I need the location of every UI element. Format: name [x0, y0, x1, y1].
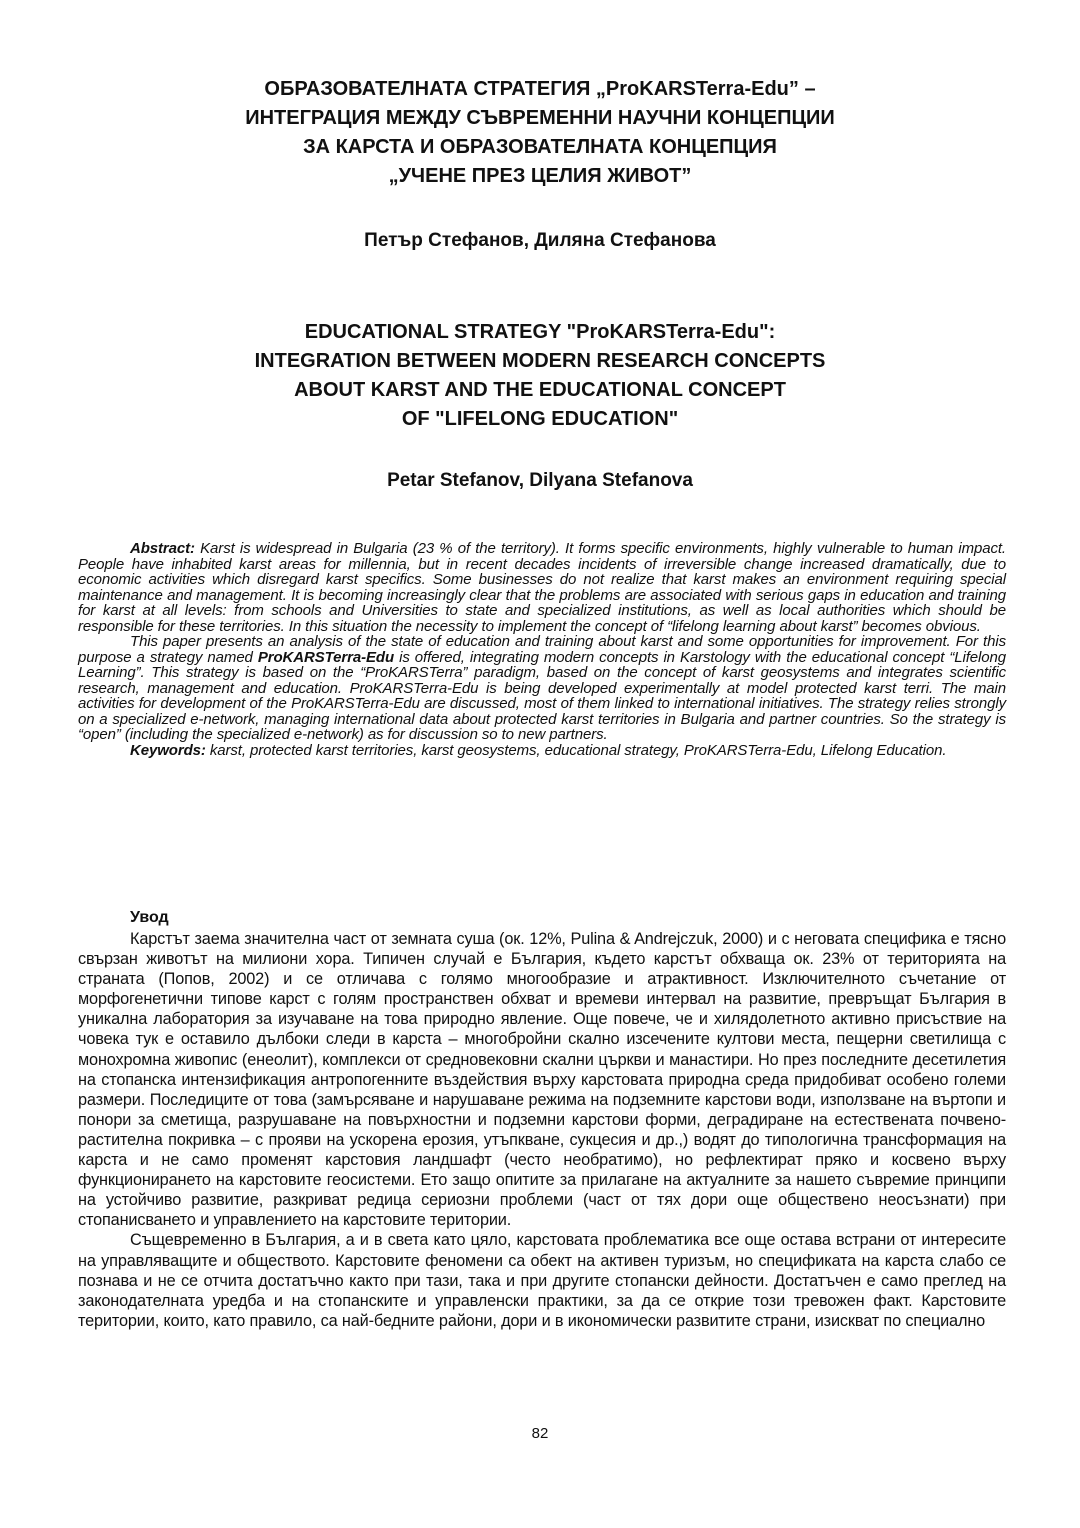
- abstract: [78, 541, 1006, 758]
- keywords-label: Keywords:: [130, 741, 206, 759]
- abstract-text: is offered, integrating modern concepts in Karstology with the educational concept “Lifelong Learning”. This strategy is based on the “ProKARSTerra” paradigm, based on the concept of karst geosystems and integrates scientific research, management and education. ProKARSTerra-Edu is being developed experimentally at model protected karst terri. The main activities for development of the ProKARSTerra-Edu are discussed, most of them linked to international initiatives. The strategy relies strongly on a specialized e-network, managing international data about protected karst territories in Bulgaria and partner countries. So the strategy is “open” (including the specialized e-network) as for discussion so to new partners.: [78, 648, 1006, 743]
- english-title-line: EDUCATIONAL STRATEGY "ProKARSTerra-Edu":: [304, 321, 776, 343]
- introduction-body: [78, 929, 1006, 1331]
- abstract-paragraph: [78, 634, 1006, 743]
- keywords-text: karst, protected karst territories, karst geosystems, educational strategy, ProKARSTerra-Edu, Lifelong Education.: [205, 741, 947, 759]
- body-paragraph: Карстът заема значителна част от земната суша (ок. 12%, Pulina & Andrejczuk, 2000) и с неговата специфика е тясно свързан животът на милиони хора. Типичен случай е България, където карстът обхваща ок. 23% от територията на страната (Попов, 2002) и се отличава с голямо многообразие и атрактивност. Изключителното съчетание от морфогенетични типове карст с голям пространствен обхват и времеви интервал на развитие, превръщат България в уникална лаборатория за изучаване на това природно явление. Още повече, че и хилядолетното активно присъствие на човека тук е оставило дълбоки следи в карста – многобройни скално изсечените култови места, пещерни светилища с монохромна живопис (енеолит), комплекси от средновековни скални църкви и манастири. Но през последните десетилетия на стопанска интензификация антропогенните въздействия върху карстовата природна среда придобиват особено големи размери. Последиците от това (замърсяване и нарушаване режима на подземните карстови води, използване на въртопи и понори за сметища, разрушаване на повърхностни и подземни карстови форми, деградиране на естествената почвено-растителна покривка – с прояви на ускорена ерозия, утъпкване, сукцесия и др.,) водят до типологична трансформация на карста и не само променят карстовия ландшафт (често необратимо), но рефлектират пряко и косвено върху функционирането на карстовите геосистеми. Ето защо опитите за прилагане на актуалните за нашето съвремие принципи на устойчиво развитие, разкриват редица сериозни проблеми (част от тях дори още обществено неосъзнати) при стопанисването и управлението на карстовите територии.: [78, 930, 1006, 1230]
- bulgarian-title-line: ИНТЕГРАЦИЯ МЕЖДУ СЪВРЕМЕННИ НАУЧНИ КОНЦЕПЦИИ: [245, 107, 835, 129]
- page-number: 82: [531, 1425, 549, 1442]
- english-title-line: ABOUT KARST AND THE EDUCATIONAL CONCEPT: [294, 379, 786, 401]
- section-heading: Увод: [130, 909, 169, 926]
- bulgarian-title-line: „УЧЕНЕ ПРЕЗ ЦЕЛИЯ ЖИВОТ”: [388, 165, 692, 187]
- strategy-name: ProKARSTerra-Edu: [257, 648, 395, 666]
- abstract-paragraph: [78, 541, 1006, 634]
- english-authors: Petar Stefanov, Dilyana Stefanova: [387, 470, 693, 491]
- abstract-label: Abstract:: [130, 540, 195, 557]
- english-title-line: OF "LIFELONG EDUCATION": [401, 408, 679, 430]
- bulgarian-title-line: ЗА КАРСТА И ОБРАЗОВАТЕЛНАТА КОНЦЕПЦИЯ: [303, 136, 777, 158]
- bulgarian-title: [0, 75, 1080, 191]
- abstract-text: Karst is widespread in Bulgaria (23 % of the territory). It forms specific environments, highly vulnerable to human impact. People have inhabited karst areas for millennia, but in recent decades incidents of irreversible change increased dramatically, due to economic activities which disregard karst specifics. Some businesses do not realize that karst makes an environment requiring special maintenance and management. It is becoming increasingly clear that the problems are associated with serious gaps in education and training for karst at all levels: from schools and Universities to state and specialized institutions, as well as local authorities which should be responsible for these territories. In this situation the necessity to implement the concept of “lifelong learning about karst” becomes obvious.: [78, 540, 1006, 635]
- bulgarian-authors: Петър Стефанов, Диляна Стефанова: [364, 230, 716, 251]
- abstract-text: This paper presents an analysis of the state of education and training about karst and some opportunities for improvement. For this purpose a strategy named: [78, 633, 1006, 666]
- keywords-paragraph: [78, 743, 1006, 759]
- bulgarian-title-line: ОБРАЗОВАТЕЛНАТА СТРАТЕГИЯ „ProKARSTerra-Edu” –: [264, 78, 816, 100]
- english-title: [0, 318, 1080, 434]
- body-paragraph: Същевременно в България, а и в света като цяло, карстовата проблематика все още остава встрани от интересите на управляващите и обществото. Карстовите феномени са обект на активен туризъм, но спецификата на карста слабо се познава и не се отчита достатъчно както при тази, така и при другите стопански дейности. Достатъчен е само преглед на законодателната уредба и на стопанските и управленски практики, за да се открие този тревожен факт. Карстовите територии, които, като правило, са най-бедните райони, дори и в икономически развитите страни, изискват по специално: [78, 1231, 1006, 1330]
- english-title-line: INTEGRATION BETWEEN MODERN RESEARCH CONCEPTS: [254, 350, 826, 372]
